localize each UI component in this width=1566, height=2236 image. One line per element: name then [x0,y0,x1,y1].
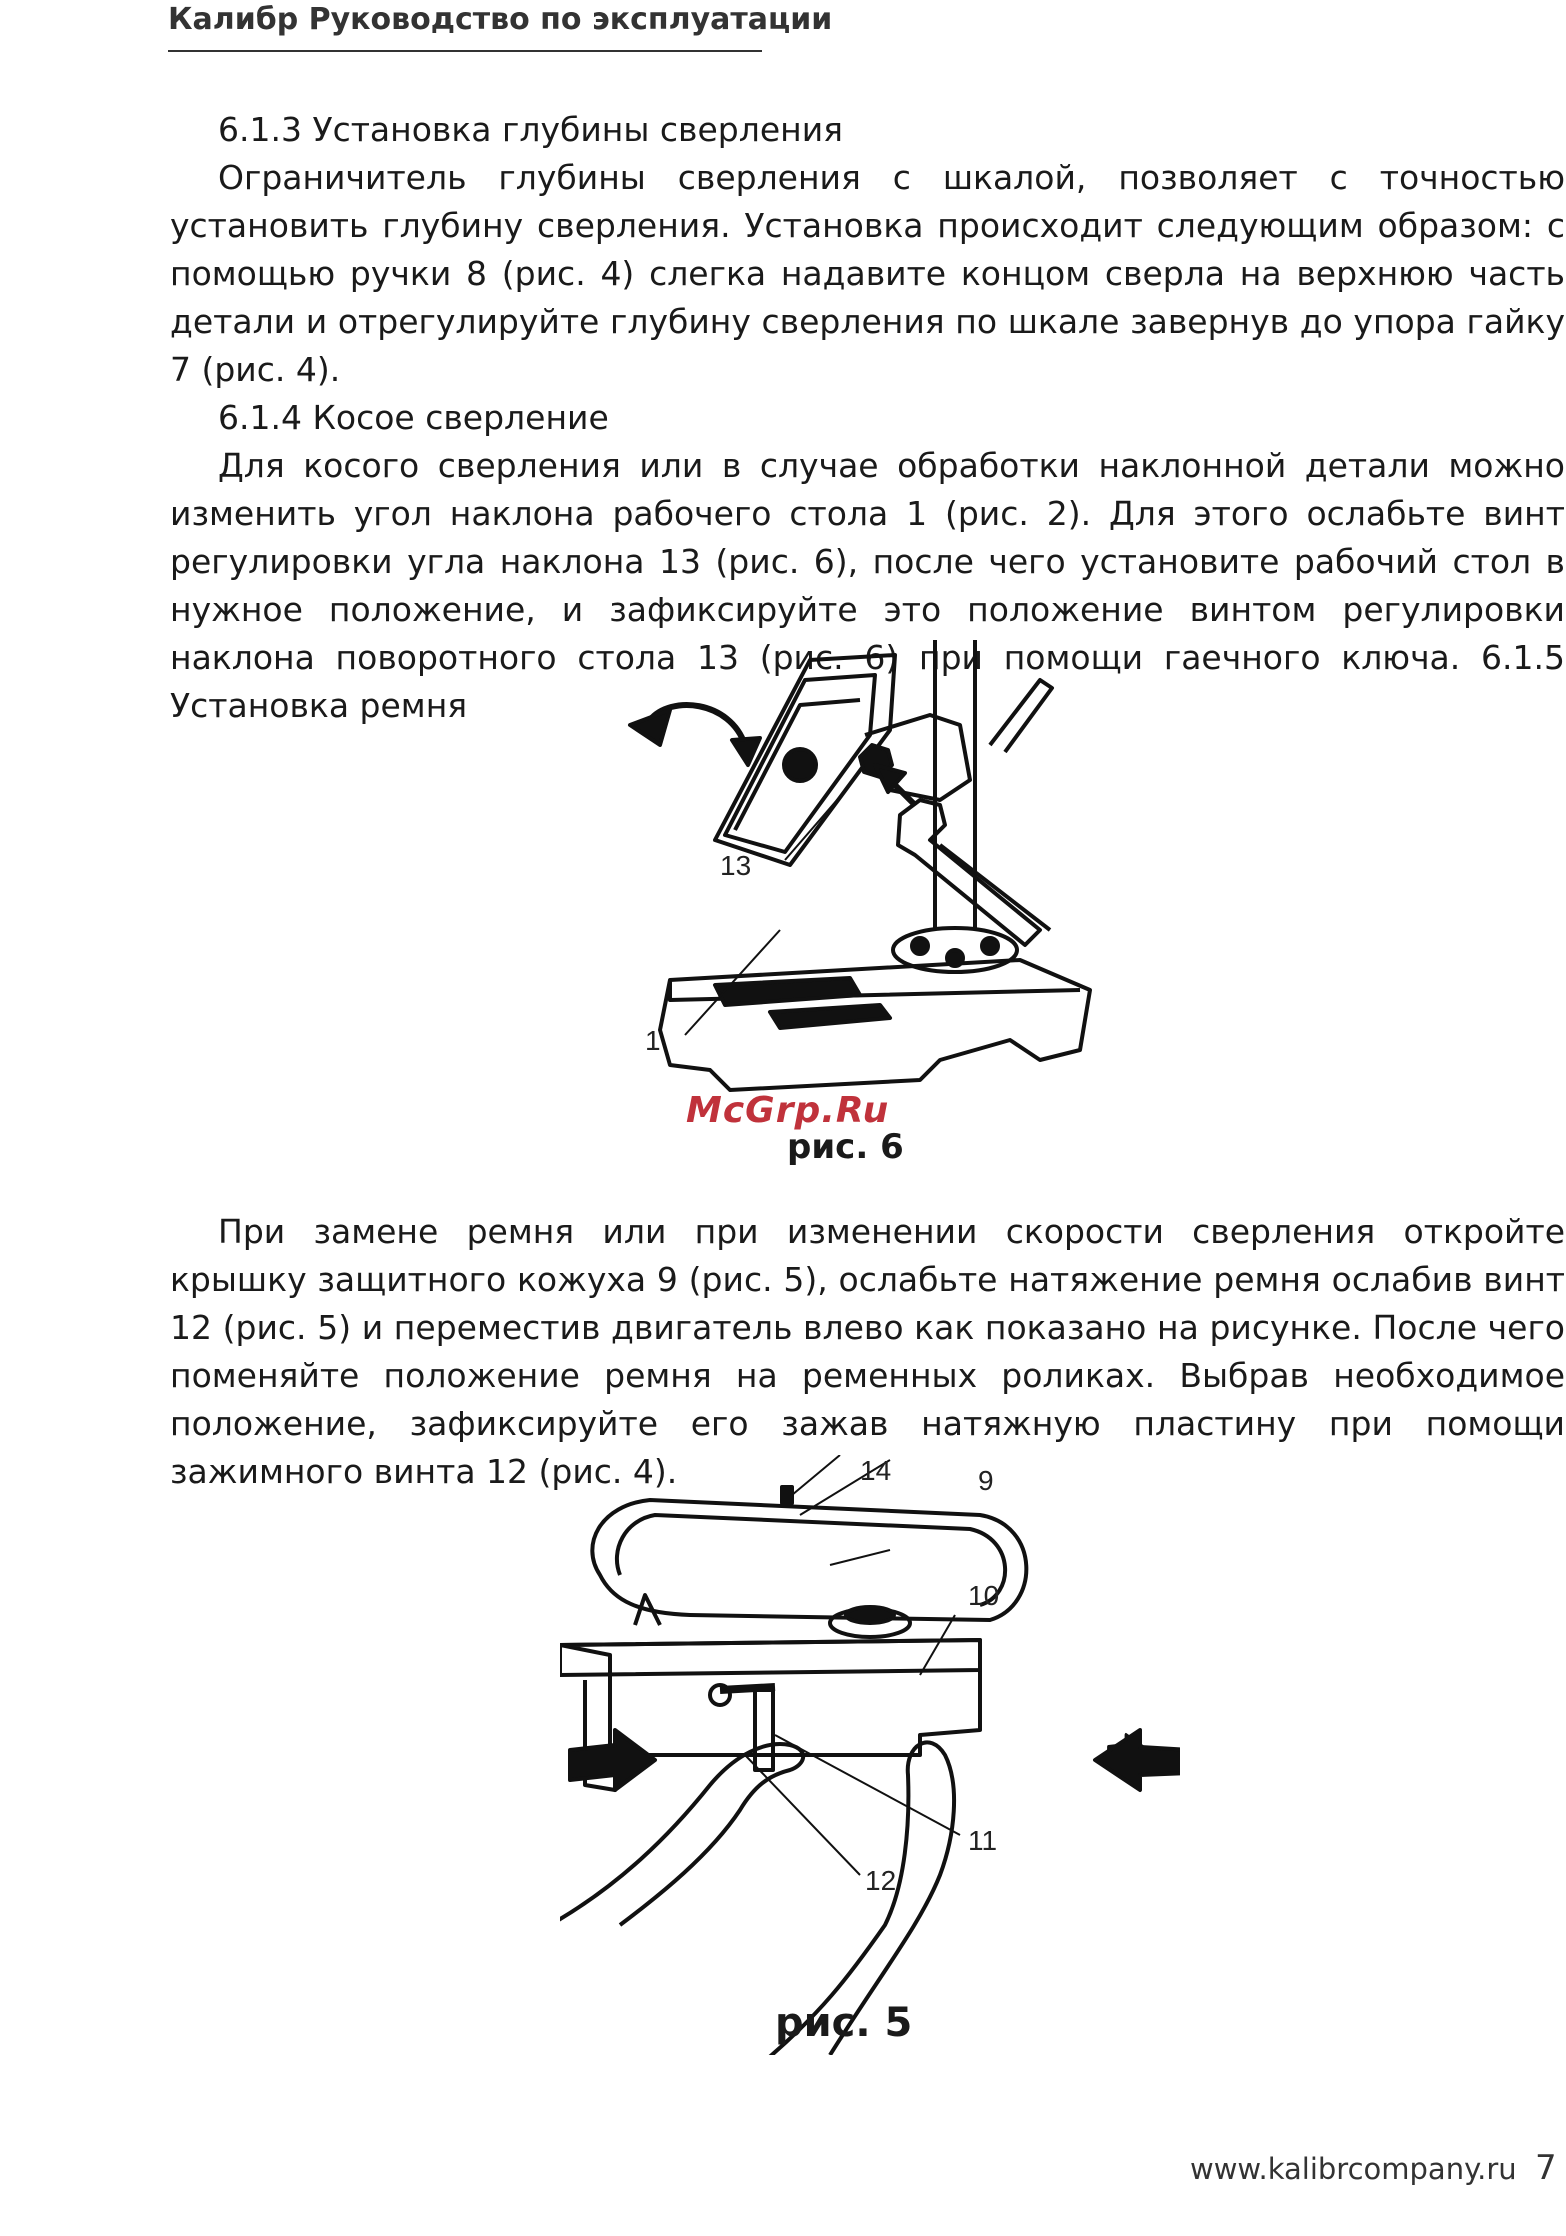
figure-6-label-1: 1 [645,1025,661,1056]
page-number: 7 [1535,2148,1557,2188]
figure-5-label-10: 10 [968,1580,1000,1611]
figure-5-label-14: 14 [860,1455,892,1486]
section-613-body: Ограничитель глубины сверления с шкалой, позволяет с точностью установить глубину сверления. Установка происходит следующим образом: с помощью ручки 8 (рис. 4) слегка надавите концом сверла на верхнюю часть детали и отрегулируйте глубину сверления по шкале завернув до упора гайку 7 (рис. 4). [170,158,1565,389]
text-block-bottom [170,1208,1565,1496]
figure-5-label-12: 12 [865,1865,897,1896]
figure-6-illustration [520,640,1140,1150]
figure-5-caption: рис. 5 [775,2000,913,2046]
text-block-top [170,106,1565,730]
watermark: McGrp.Ru [686,1090,890,1131]
header-title: Калибр Руководство по эксплуатации [168,2,833,37]
figure-5-illustration [560,1455,1180,2055]
section-613-heading: 6.1.3 Установка глубины сверления [218,110,844,149]
figure-6-caption: рис. 6 [787,1127,904,1167]
figure-5-label-11: 11 [968,1825,998,1856]
page-header [168,0,833,52]
section-615-body: При замене ремня или при изменении скорости сверления откройте крышку защитного кожуха 9 (рис. 5), ослабьте натяжение ремня ослабив винт 12 (рис. 5) и переместив двигатель влево как показано на рисунке. После чего поменяйте положение ремня на ременных роликах. Выбрав необходимое положение, зафиксируйте его зажав натяжную пластину при помощи зажимного винта 12 (рис. 4). [170,1212,1565,1491]
section-614-body: Для косого сверления или в случае обработки наклонной детали можно изменить угол наклона рабочего стола 1 (рис. 2). Для этого ослабьте винт регулировки угла наклона 13 (рис. 6), после чего установите рабочий стол в нужное положение, и зафиксируйте это положение винтом регулировки наклона поворотного стола 13 (рис. 6) при помощи гаечного ключа. 6.1.5 Установка ремня [170,446,1565,725]
figure-6-label-13: 13 [720,850,752,881]
figure-5-label-9: 9 [978,1465,994,1496]
section-614-heading: 6.1.4 Косое сверление [218,398,609,437]
footer-website: www.kalibrcompany.ru [1190,2152,1517,2186]
